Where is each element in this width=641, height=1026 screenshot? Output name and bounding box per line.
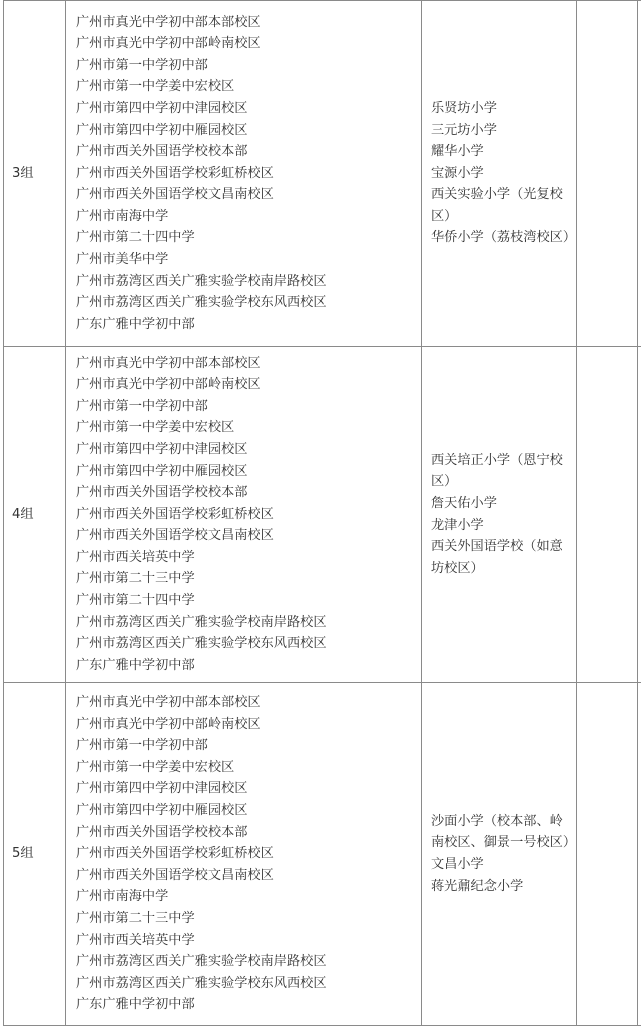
primary-school-item: 西关外国语学校（如意坊校区） (431, 536, 570, 579)
empty-cell (577, 347, 638, 683)
middle-school-item: 广州市南海中学 (76, 206, 421, 228)
primary-schools-cell (422, 347, 577, 683)
middle-school-item: 广州市第一中学初中部 (76, 55, 421, 77)
middle-school-item: 广州市西关外国语学校彩虹桥校区 (76, 163, 421, 185)
middle-school-item: 广东广雅中学初中部 (76, 655, 421, 677)
group-label-cell (4, 683, 66, 1026)
middle-school-item: 广州市第一中学姜中宏校区 (76, 76, 421, 98)
middle-school-item: 广州市荔湾区西关广雅实验学校东风西校区 (76, 292, 421, 314)
empty-cell (577, 683, 638, 1026)
middle-school-item: 广州市第二十四中学 (76, 227, 421, 249)
middle-schools-cell (66, 1, 422, 347)
middle-school-item: 广州市荔湾区西关广雅实验学校东风西校区 (76, 973, 421, 995)
primary-school-item: 乐贤坊小学 (431, 98, 570, 120)
middle-school-item: 广州市第一中学姜中宏校区 (76, 417, 421, 439)
middle-school-item: 广州市第一中学姜中宏校区 (76, 757, 421, 779)
primary-school-item: 华侨小学（荔枝湾校区） (431, 227, 570, 249)
middle-school-item: 广州市第二十三中学 (76, 908, 421, 930)
primary-schools-cell (422, 683, 577, 1026)
empty-cell (638, 347, 641, 683)
group-label-cell (4, 1, 66, 347)
middle-school-item: 广州市荔湾区西关广雅实验学校南岸路校区 (76, 612, 421, 634)
middle-school-item: 广州市西关外国语学校彩虹桥校区 (76, 504, 421, 526)
middle-school-item: 广州市南海中学 (76, 886, 421, 908)
middle-school-item: 广州市西关外国语学校文昌南校区 (76, 525, 421, 547)
primary-school-item: 三元坊小学 (431, 120, 570, 142)
middle-school-item: 广州市荔湾区西关广雅实验学校南岸路校区 (76, 951, 421, 973)
middle-school-item: 广州市第四中学初中雁园校区 (76, 800, 421, 822)
middle-school-item: 广州市真光中学初中部岭南校区 (76, 374, 421, 396)
primary-school-item: 耀华小学 (431, 141, 570, 163)
middle-school-item: 广州市西关外国语学校校本部 (76, 822, 421, 844)
middle-schools-cell (66, 347, 422, 683)
primary-schools-cell (422, 1, 577, 347)
empty-cell (577, 1, 638, 347)
primary-school-item: 詹天佑小学 (431, 493, 570, 515)
middle-school-item: 广州市西关外国语学校文昌南校区 (76, 865, 421, 887)
group-label: 5组 (12, 846, 34, 861)
middle-school-item: 广州市第二十四中学 (76, 590, 421, 612)
middle-school-item: 广州市第四中学初中津园校区 (76, 98, 421, 120)
middle-school-item: 广州市真光中学初中部本部校区 (76, 692, 421, 714)
primary-school-item: 蒋光鼐纪念小学 (431, 876, 570, 898)
middle-school-item: 广东广雅中学初中部 (76, 994, 421, 1016)
middle-school-item: 广州市真光中学初中部岭南校区 (76, 714, 421, 736)
middle-school-item: 广州市西关培英中学 (76, 547, 421, 569)
empty-cell (638, 683, 641, 1026)
middle-school-item: 广东广雅中学初中部 (76, 314, 421, 336)
group-label-cell (4, 347, 66, 683)
middle-school-item: 广州市真光中学初中部本部校区 (76, 353, 421, 375)
middle-school-item: 广州市第一中学初中部 (76, 735, 421, 757)
primary-school-item: 文昌小学 (431, 854, 570, 876)
middle-school-item: 广州市第四中学初中津园校区 (76, 439, 421, 461)
primary-school-item: 龙津小学 (431, 515, 570, 537)
empty-cell (638, 1, 641, 347)
middle-school-item: 广州市真光中学初中部岭南校区 (76, 33, 421, 55)
middle-school-item: 广州市西关外国语学校校本部 (76, 141, 421, 163)
table-row-group-3 (4, 1, 641, 347)
primary-school-item: 西关培正小学（恩宁校区） (431, 450, 570, 493)
primary-school-item: 宝源小学 (431, 163, 570, 185)
middle-school-item: 广州市西关培英中学 (76, 930, 421, 952)
middle-school-item: 广州市第一中学初中部 (76, 396, 421, 418)
middle-school-item: 广州市荔湾区西关广雅实验学校东风西校区 (76, 633, 421, 655)
middle-school-item: 广州市第四中学初中津园校区 (76, 778, 421, 800)
middle-school-item: 广州市第四中学初中雁园校区 (76, 461, 421, 483)
group-label: 4组 (12, 507, 34, 522)
primary-school-item: 沙面小学（校本部、岭南校区、御景一号校区） (431, 811, 570, 854)
middle-schools-cell (66, 683, 422, 1026)
primary-school-item: 西关实验小学（光复校区） (431, 184, 570, 227)
middle-school-item: 广州市西关外国语学校校本部 (76, 482, 421, 504)
middle-school-item: 广州市真光中学初中部本部校区 (76, 12, 421, 34)
table-row-group-5 (4, 683, 641, 1026)
middle-school-item: 广州市荔湾区西关广雅实验学校南岸路校区 (76, 271, 421, 293)
middle-school-item: 广州市第二十三中学 (76, 568, 421, 590)
group-label: 3组 (12, 166, 34, 181)
school-grouping-table (3, 0, 641, 1026)
middle-school-item: 广州市西关外国语学校文昌南校区 (76, 184, 421, 206)
middle-school-item: 广州市第四中学初中雁园校区 (76, 120, 421, 142)
middle-school-item: 广州市美华中学 (76, 249, 421, 271)
table-row-group-4 (4, 347, 641, 683)
middle-school-item: 广州市西关外国语学校彩虹桥校区 (76, 843, 421, 865)
